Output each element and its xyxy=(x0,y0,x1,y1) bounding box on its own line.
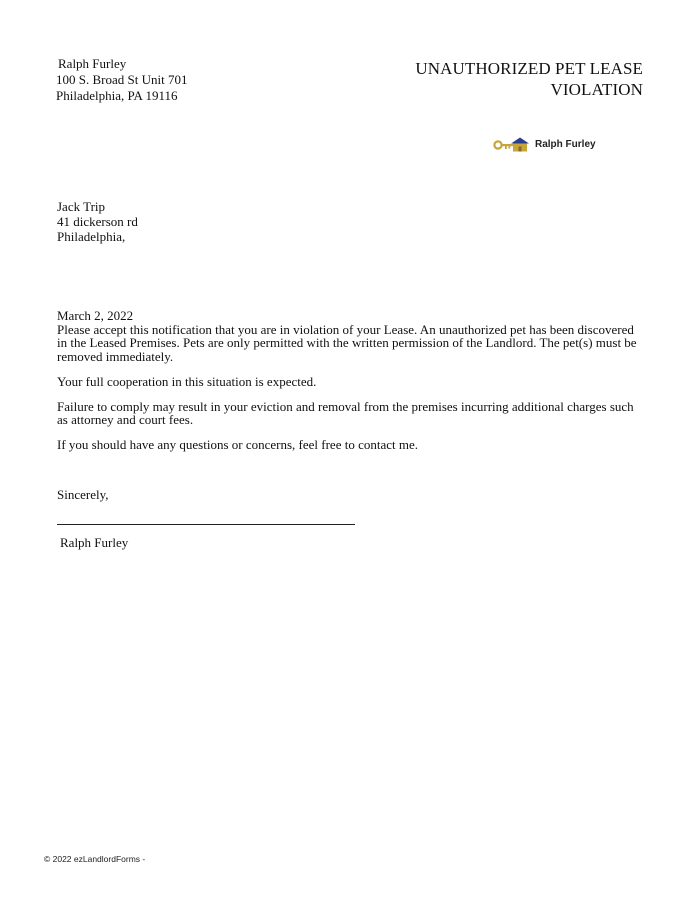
title-line-2: VIOLATION xyxy=(550,80,643,99)
title-line-1: UNAUTHORIZED PET LEASE xyxy=(415,59,643,78)
contact-paragraph: If you should have any questions or concerns, feel free to contact me. xyxy=(57,436,418,452)
recipient-street: 41 dickerson rd xyxy=(57,214,138,229)
document-title xyxy=(343,58,643,100)
sender-city-state-zip: Philadelphia, PA 19116 xyxy=(56,88,178,103)
letter-body xyxy=(57,309,647,462)
recipient-address-block xyxy=(57,199,138,244)
sender-street: 100 S. Broad St Unit 701 xyxy=(56,72,188,87)
key-house-icon xyxy=(493,136,529,152)
letter-date: March 2, 2022 xyxy=(57,308,134,323)
closing: Sincerely, xyxy=(57,487,109,502)
logo-text: Ralph Furley xyxy=(535,138,596,150)
consequences-paragraph: Failure to comply may result in your eviction and removal from the premises incurring additional charges such as attorney and court fees. xyxy=(57,398,634,427)
landlord-logo xyxy=(493,134,596,154)
signature-line xyxy=(57,524,355,525)
recipient-city: Philadelphia, xyxy=(57,229,126,244)
cooperation-paragraph: Your full cooperation in this situation is expected. xyxy=(57,374,317,389)
violation-paragraph: Please accept this notification that you are in violation of your Lease. An unauthorized pet has been discovered in the Leased Premises. Pets are only permitted with the written permission of the Landlord. The pet(s) must be removed immediately. xyxy=(57,321,637,364)
sender-name: Ralph Furley xyxy=(58,56,127,71)
recipient-name: Jack Trip xyxy=(57,199,106,214)
sender-address-block xyxy=(56,56,187,104)
signature-name: Ralph Furley xyxy=(60,535,129,550)
footer-copyright: © 2022 ezLandlordForms - xyxy=(44,854,146,864)
